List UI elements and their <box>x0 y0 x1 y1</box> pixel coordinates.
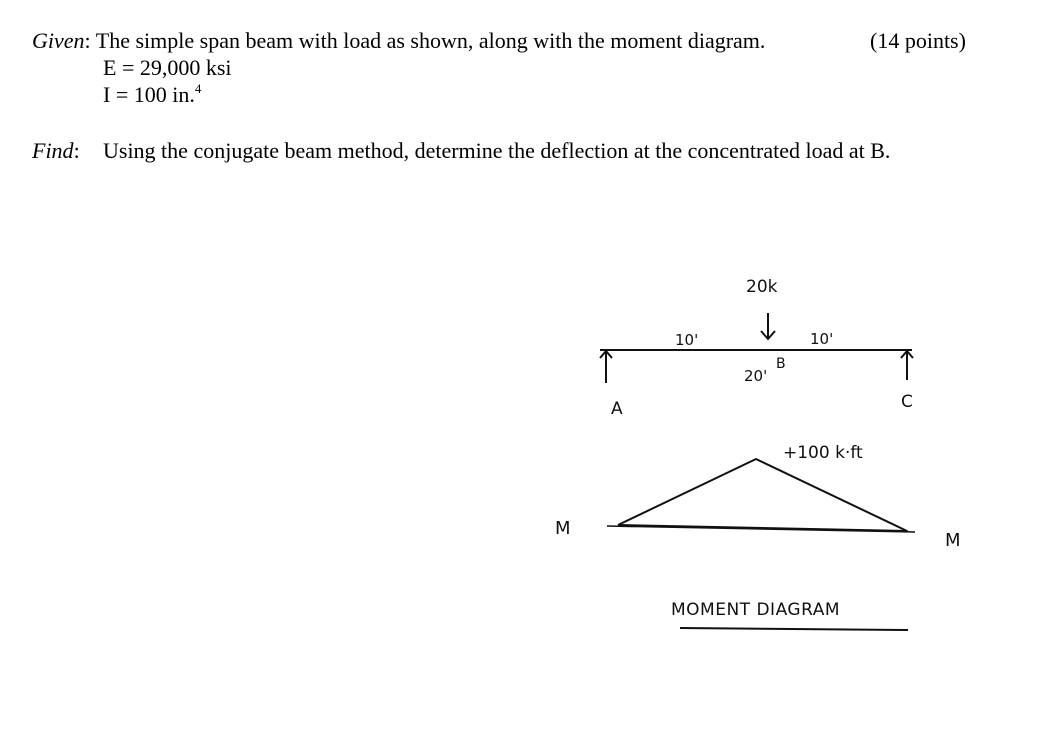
load-position-label: 20' <box>744 367 768 385</box>
given-text: The simple span beam with load as shown, along with the moment diagram. <box>95 28 766 53</box>
find-label: Find <box>32 138 74 163</box>
support-c-reaction-arrow <box>901 351 913 380</box>
moment-left-label: M <box>555 518 571 539</box>
diagram-title-underline <box>680 628 908 630</box>
inertia-text: I = 100 in. <box>103 82 195 107</box>
given-colon: : <box>84 28 91 53</box>
support-a-label: A <box>611 399 623 419</box>
find-label-wrap: Find: <box>32 138 80 163</box>
moment-value-label: +100 k·ft <box>783 443 863 463</box>
support-c-label: C <box>901 392 913 412</box>
modulus-line: E = 29,000 ksi <box>103 55 232 80</box>
load-arrow <box>761 313 775 339</box>
points-label: (14 points) <box>870 28 966 53</box>
find-text: Using the conjugate beam method, determine the deflection at the concentrated load at B. <box>103 138 891 163</box>
moment-baseline <box>607 526 915 532</box>
given-label: Given <box>32 28 85 53</box>
moment-diagram-triangle <box>618 459 907 531</box>
point-b-label: B <box>776 356 786 372</box>
load-label: 20k <box>746 277 778 297</box>
span-right-label: 10' <box>810 330 834 348</box>
support-a-reaction-arrow <box>600 351 612 383</box>
diagram-title: MOMENT DIAGRAM <box>671 600 840 620</box>
moment-right-label: M <box>945 530 961 551</box>
span-left-label: 10' <box>675 331 699 349</box>
inertia-exponent: 4 <box>194 81 202 96</box>
